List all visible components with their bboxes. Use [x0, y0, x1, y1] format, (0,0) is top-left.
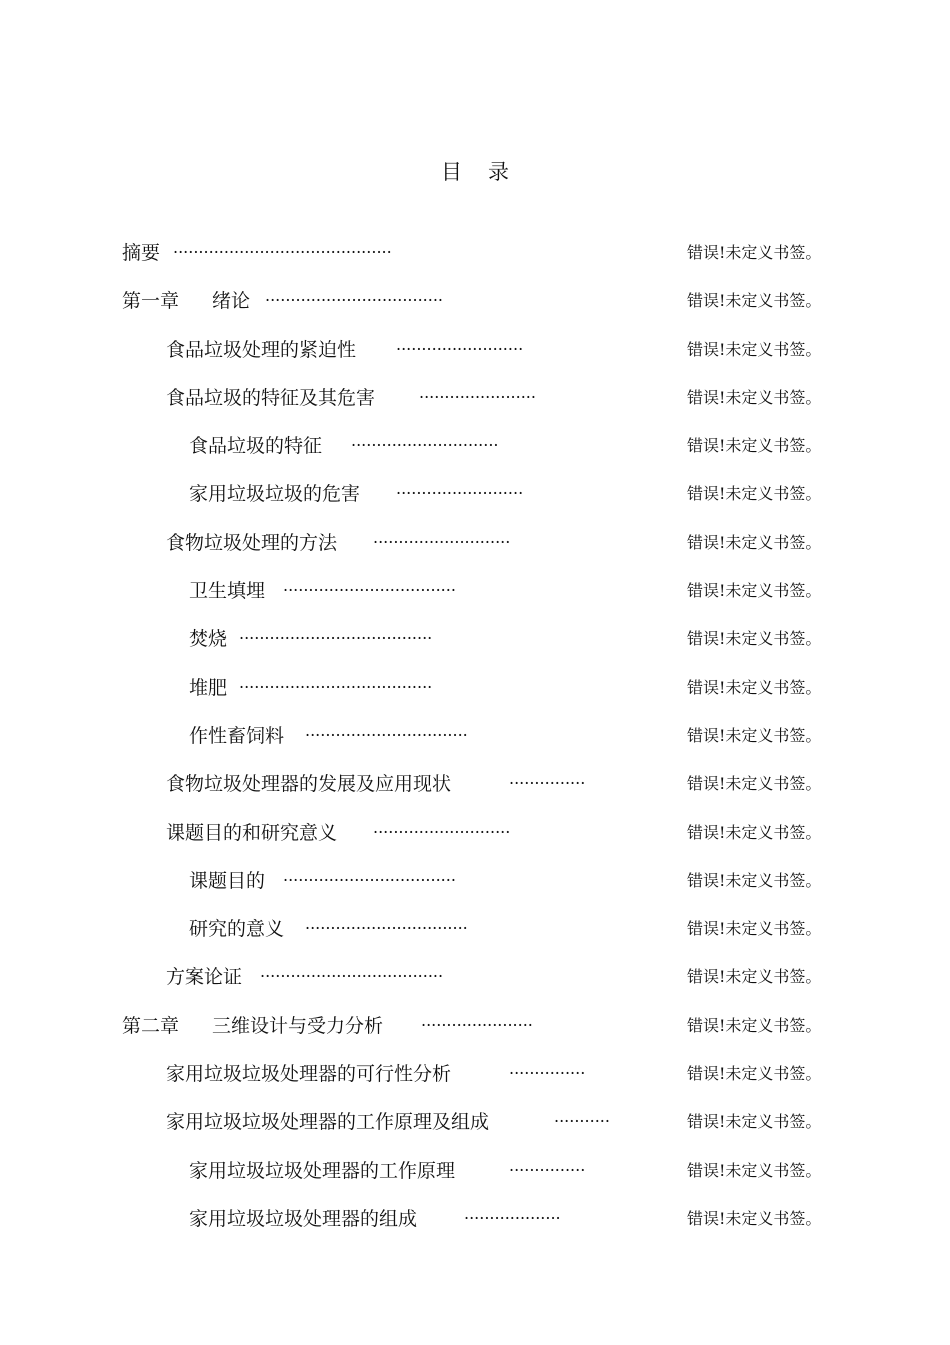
toc-leader-dots: ...................: [464, 1204, 561, 1223]
toc-leader-dots: .......................: [419, 383, 536, 402]
toc-title-left: 目: [441, 160, 462, 184]
toc-entry-text: 食品垃圾处理的紧迫性: [166, 339, 357, 361]
toc-entry[interactable]: [0, 419, 950, 467]
toc-page-ref: 错误!未定义书签。: [687, 581, 822, 600]
toc-page-ref: 错误!未定义书签。: [687, 871, 822, 890]
toc-entry[interactable]: [0, 1192, 950, 1240]
toc-leader-dots: ......................................: [239, 624, 433, 643]
toc-entry[interactable]: [0, 757, 950, 805]
toc-page-ref: 错误!未定义书签。: [687, 340, 822, 359]
toc-entry-text: 家用垃圾垃圾处理器的工作原理及组成: [166, 1111, 490, 1133]
toc-entry-text: 课题目的和研究意义: [166, 822, 338, 844]
toc-entry[interactable]: [0, 323, 950, 371]
toc-leader-dots: ......................: [421, 1011, 533, 1030]
toc-entry[interactable]: [0, 226, 950, 274]
toc-entry-text: 方案论证: [166, 966, 243, 988]
toc-leader-dots: ...................................: [265, 286, 444, 305]
toc-entry-text: 卫生填埋: [189, 580, 266, 602]
toc-entry-text: 焚烧: [189, 628, 228, 650]
toc-entry[interactable]: [0, 854, 950, 902]
toc-page-ref: 错误!未定义书签。: [687, 629, 822, 648]
toc-leader-dots: ...........................: [373, 528, 511, 547]
toc-leader-dots: ....................................: [260, 962, 444, 981]
toc-page-ref: 错误!未定义书签。: [687, 436, 822, 455]
toc-entry-text: 食物垃圾处理的方法: [166, 532, 338, 554]
toc-leader-dots: .........................: [396, 335, 524, 354]
toc-page-ref: 错误!未定义书签。: [687, 678, 822, 697]
toc-leader-dots: ...............: [509, 769, 586, 788]
toc-leader-dots: ...........: [554, 1107, 610, 1126]
toc-leader-dots: ................................: [305, 721, 468, 740]
toc-page-ref: 错误!未定义书签。: [687, 388, 822, 407]
toc-entry-text: 食品垃圾的特征及其危害: [166, 387, 376, 409]
toc-entry[interactable]: [0, 467, 950, 515]
toc-entry-text: 绪论: [212, 290, 251, 312]
toc-leader-dots: ...........................................: [173, 238, 392, 257]
toc-leader-dots: ...........................: [373, 818, 511, 837]
toc-entry[interactable]: [0, 999, 950, 1047]
toc-leader-dots: .........................: [396, 479, 524, 498]
toc-entry-text: 家用垃圾垃圾处理器的组成: [189, 1208, 418, 1230]
toc-entry[interactable]: [0, 950, 950, 998]
toc-entry-text: 食物垃圾处理器的发展及应用现状: [166, 773, 452, 795]
toc-entry-text: 家用垃圾垃圾处理器的可行性分析: [166, 1063, 452, 1085]
toc-title-right: 录: [488, 160, 509, 184]
toc-entry[interactable]: [0, 1047, 950, 1095]
toc-entry[interactable]: [0, 274, 950, 322]
toc-entry-text: 食品垃圾的特征: [189, 435, 323, 457]
toc-leader-dots: ...............: [509, 1156, 586, 1175]
toc-page-ref: 错误!未定义书签。: [687, 919, 822, 938]
toc-page-ref: 错误!未定义书签。: [687, 823, 822, 842]
toc-page-ref: 错误!未定义书签。: [687, 967, 822, 986]
toc-leader-dots: ................................: [305, 914, 468, 933]
toc-entry[interactable]: [0, 516, 950, 564]
toc-entry-text: 摘要: [122, 242, 161, 264]
toc-chapter-number: 第二章: [122, 1015, 180, 1037]
toc-page-ref: 错误!未定义书签。: [687, 1161, 822, 1180]
toc-leader-dots: ......................................: [239, 673, 433, 692]
toc-page-ref: 错误!未定义书签。: [687, 726, 822, 745]
toc-page-ref: 错误!未定义书签。: [687, 243, 822, 262]
toc-entry[interactable]: [0, 612, 950, 660]
toc-page-ref: 错误!未定义书签。: [687, 533, 822, 552]
toc-page-ref: 错误!未定义书签。: [687, 1112, 822, 1131]
toc-entry[interactable]: [0, 902, 950, 950]
toc-entry[interactable]: [0, 661, 950, 709]
toc-chapter-number: 第一章: [122, 290, 180, 312]
toc-entry-text: 三维设计与受力分析: [212, 1015, 384, 1037]
toc-entry-text: 研究的意义: [189, 918, 285, 940]
toc-title: [0, 156, 950, 186]
toc-leader-dots: ..................................: [283, 576, 456, 595]
toc-entry[interactable]: [0, 371, 950, 419]
toc-entry-text: 家用垃圾垃圾处理器的工作原理: [189, 1160, 456, 1182]
toc-leader-dots: ...............: [509, 1059, 586, 1078]
toc-page-ref: 错误!未定义书签。: [687, 1064, 822, 1083]
toc-page-ref: 错误!未定义书签。: [687, 484, 822, 503]
toc-entry[interactable]: [0, 806, 950, 854]
toc-entry[interactable]: [0, 709, 950, 757]
toc-entry[interactable]: [0, 1095, 950, 1143]
toc-page-ref: 错误!未定义书签。: [687, 1016, 822, 1035]
toc-entry-text: 堆肥: [189, 677, 228, 699]
toc-entry[interactable]: [0, 564, 950, 612]
toc-page-ref: 错误!未定义书签。: [687, 1209, 822, 1228]
toc-leader-dots: ..................................: [283, 866, 456, 885]
toc-page-ref: 错误!未定义书签。: [687, 774, 822, 793]
toc-page-ref: 错误!未定义书签。: [687, 291, 822, 310]
toc-entry[interactable]: [0, 1144, 950, 1192]
toc-entry-text: 课题目的: [189, 870, 266, 892]
toc-entry-text: 家用垃圾垃圾的危害: [189, 483, 361, 505]
toc-leader-dots: .............................: [351, 431, 499, 450]
toc-entry-text: 作性畜饲料: [189, 725, 285, 747]
